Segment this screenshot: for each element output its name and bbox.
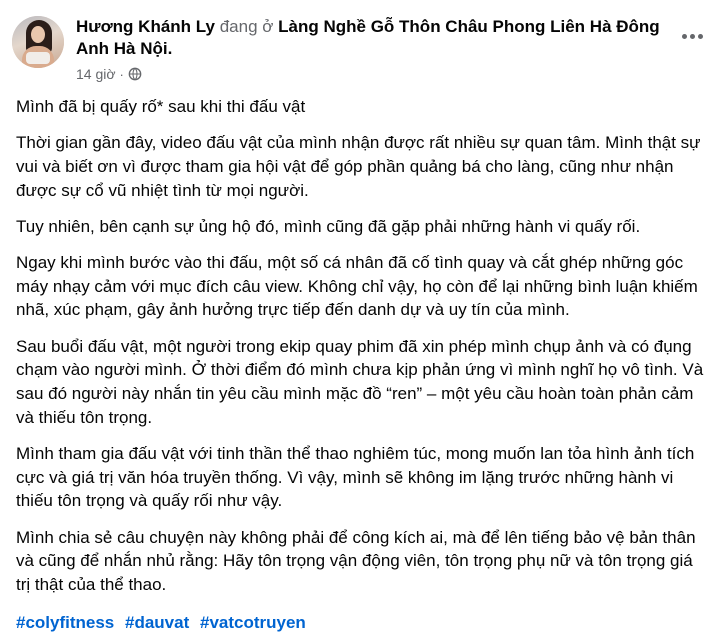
post-paragraph: Thời gian gần đây, video đấu vật của mình nhận được rất nhiều sự quan tâm. Mình thật sự vui và biết ơn vì được tham gia hội vật để góp phần quảng bá cho làng, cũng như nhận được sự cổ vũ nhiệt tình từ mọi người.	[16, 133, 701, 200]
post-paragraph: Mình tham gia đấu vật với tinh thần thể thao nghiêm túc, mong muốn lan tỏa hình ảnh tích cực và giá trị văn hóa truyền thống. Vì vậy, mình sẽ không im lặng trước những hành vi thiếu tôn trọng và quấy rối như vậy.	[16, 443, 695, 511]
post-meta	[76, 66, 142, 82]
post-body	[16, 95, 710, 609]
post-paragraph: Mình chia sẻ câu chuyện này không phải để công kích ai, mà để lên tiếng bảo vệ bản thân và cũng để nhắn nhủ rằng: Hãy tôn trọng vận động viên, tôn trọng phụ nữ và tôn trọng giá trị thật của thể thao.	[16, 527, 696, 594]
hashtag-link[interactable]: #vatcotruyen	[199, 613, 306, 632]
at-text: đang ở	[219, 17, 274, 36]
location-link[interactable]: Làng Nghề Gỗ Thôn Châu Phong Liên Hà Đông Anh Hà Nội.	[76, 17, 660, 58]
hashtag-link[interactable]: #dauvat	[125, 613, 190, 632]
hashtag-list	[16, 611, 312, 634]
post-paragraph: Tuy nhiên, bên cạnh sự ủng hộ đó, mình cũng đã gặp phải những hành vi quấy rối.	[16, 216, 641, 236]
post-timestamp[interactable]: 14 giờ	[76, 66, 116, 82]
globe-icon	[128, 67, 142, 81]
more-options-icon[interactable]	[682, 28, 710, 48]
post-paragraph: Ngay khi mình bước vào thi đấu, một số cá nhân đã cố tình quay và cắt ghép những góc máy nhạy cảm với mục đích câu view. Không chỉ vậy, họ còn để lại những bình luận khiếm nhã, xúc phạm, gây ảnh hưởng trực tiếp đến danh dự và uy tín của mình.	[16, 253, 698, 320]
post-paragraph: Mình đã bị quấy rố* sau khi thi đấu vật	[16, 97, 306, 116]
author-avatar[interactable]	[12, 16, 64, 68]
meta-separator: ·	[119, 66, 124, 82]
hashtag-link[interactable]: #colyfitness	[16, 613, 115, 632]
author-name[interactable]: Hương Khánh Ly	[76, 17, 215, 36]
post-paragraph: Sau buổi đấu vật, một người trong ekip quay phim đã xin phép mình chụp ảnh và có đụng chạm vào người mình. Ở thời điểm đó mình chưa kịp phản ứng vì mình nghĩ họ vô tình. Và sau đó người này nhắn tin yêu cầu mình mặc đồ “ren” – một yêu cầu hoàn toàn phản cảm và thiếu tôn trọng.	[16, 336, 704, 427]
post-header-text	[76, 16, 666, 60]
